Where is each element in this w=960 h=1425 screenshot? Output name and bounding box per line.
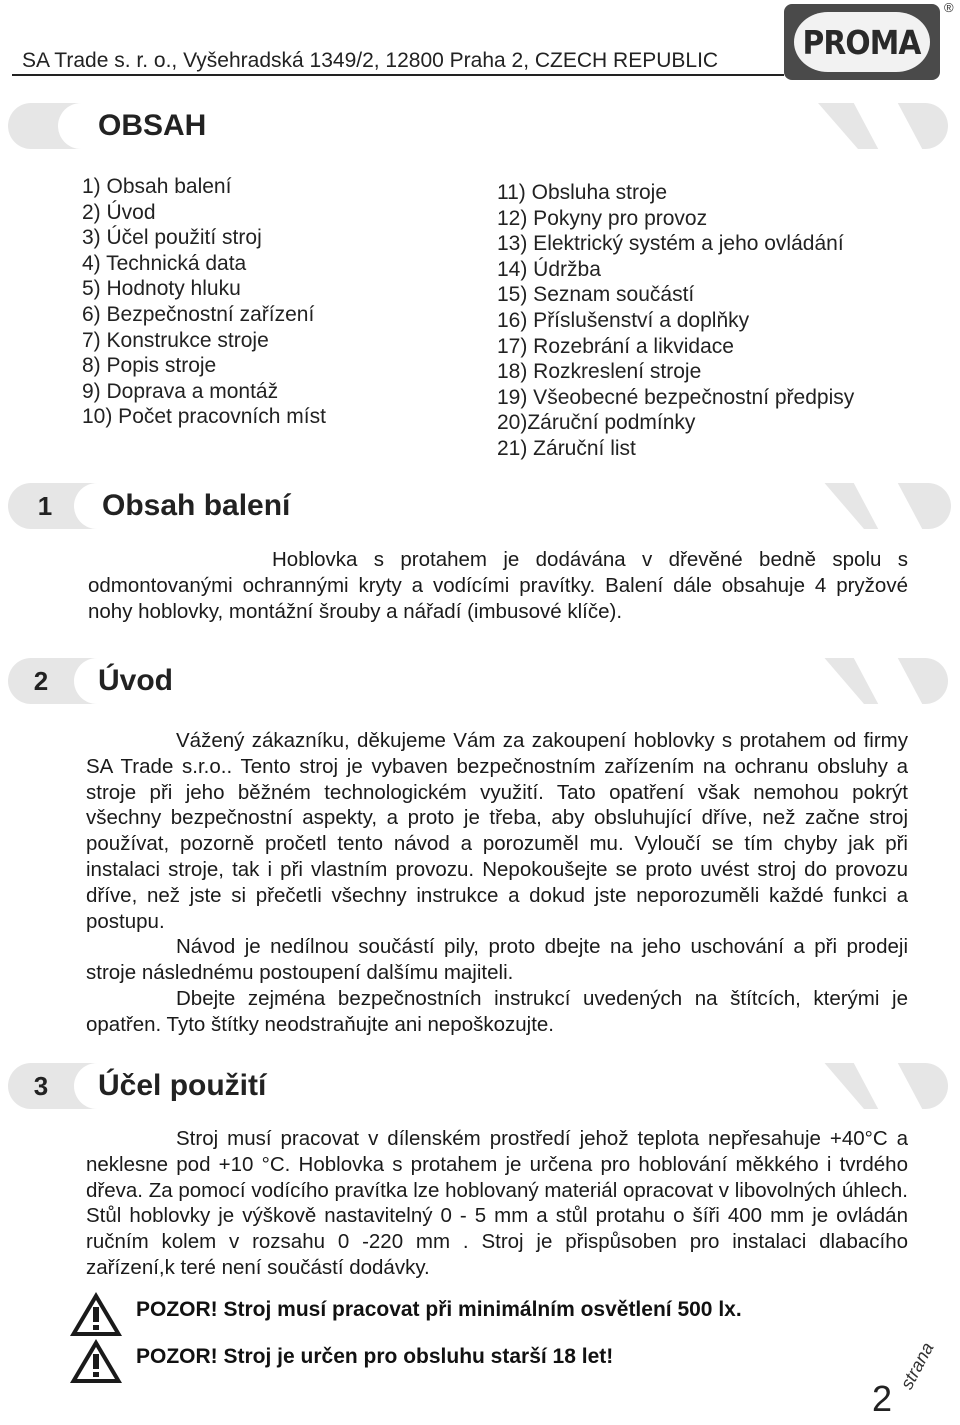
section-2-body: [86, 728, 908, 1038]
warning-triangle-icon: [68, 1290, 124, 1338]
toc-item: 20)Záruční podmínky: [497, 411, 696, 435]
toc-item: 8) Popis stroje: [82, 354, 217, 378]
warning-text: POZOR! Stroj je určen pro obsluhu starší 18 let!: [136, 1345, 614, 1368]
toc-item: 7) Konstrukce stroje: [82, 328, 269, 352]
toc-item: 9) Doprava a montáž: [82, 379, 279, 403]
warning-text: POZOR! Stroj musí pracovat při minimálním osvětlení 500 lx.: [136, 1298, 742, 1321]
toc-item: 21) Záruční list: [497, 436, 636, 460]
registered-mark: ®: [944, 0, 954, 15]
contents-title: OBSAH: [98, 109, 207, 142]
toc-item: 10) Počet pracovních míst: [82, 405, 326, 429]
section-number: 3: [33, 1071, 49, 1101]
toc-item: 14) Údržba: [497, 257, 601, 281]
section-number: 1: [37, 491, 53, 521]
section-3-header-bar: [8, 1063, 948, 1109]
section-title: Úvod: [98, 664, 173, 697]
paragraph: Návod je nedílnou součástí pily, proto dbejte na jeho uschování a při prodeji stroje následnému postoupení dalšímu majiteli.: [86, 935, 908, 985]
warning-age: [68, 1337, 828, 1385]
warning-triangle-icon: [68, 1337, 124, 1385]
toc-item: 12) Pokyny pro provoz: [497, 206, 708, 230]
section-1-header-bar: [8, 483, 951, 529]
paragraph: Vážený zákazníku, děkujeme Vám za zakoupení hoblovky s protahem od firmy SA Trade s.r.o.. Tento stroj je vybaven bezpečnostním zařízením na ochranu obsluhy a stroje při jeho běžném technologickém využití. Tato opatření však nemohou pokrýt všechny bezpečnostní aspekty, a proto je třeba, aby obsluhující dříve, než začne stroj používat, pozorně pročetl tento návod a porozuměl mu. Vyloučí se tím chyby jak při instalaci stroje, tak i při vlastním provozu. Nepokoušejte se proto uvést stroj do provozu dříve, než jste si přečetli všechny instrukce a dokud jste neporozuměli každé funkci a postupu.: [86, 729, 908, 933]
warning-lighting: [68, 1290, 828, 1338]
toc-item: 13) Elektrický systém a jeho ovládání: [497, 232, 844, 256]
section-title: Obsah balení: [102, 489, 291, 522]
toc-item: 11) Obsluha stroje: [497, 181, 668, 204]
toc-left-column: [82, 174, 326, 430]
toc-item: 3) Účel použití stroj: [82, 226, 262, 250]
toc-item: 19) Všeobecné bezpečnostní předpisy: [497, 385, 855, 409]
toc-item: 1) Obsah balení: [82, 175, 232, 198]
toc-item: 15) Seznam součástí: [497, 283, 695, 307]
section-3-body: [86, 1126, 908, 1281]
page-number: 2: [872, 1378, 893, 1419]
paragraph: Stroj musí pracovat v dílenském prostředí jehož teplota nepřesahuje +40°C a neklesne pod +10 °C. Hoblovka s protahem je určena pro hoblování měkkého i tvrdého dřeva. Za pomocí vodícího pravítka lze hoblovaný materiál opracovat v libovolných úhlech. Stůl hoblovky je výškově nastavitelný 0 - 5 mm a stůl protahu o šíři 400 mm je ovládán ručním kolem v rozsahu 0 -220 mm . Stroj je přispůsoben pro instalaci dlabacího zařízení,k teré není součástí dodávky.: [86, 1127, 908, 1279]
toc-item: 4) Technická data: [82, 251, 247, 275]
toc-item: 16) Příslušenství a doplňky: [497, 308, 750, 332]
page-label: strana: [896, 1338, 938, 1393]
toc-item: 18) Rozkreslení stroje: [497, 360, 702, 384]
paragraph: Dbejte zejména bezpečnostních instrukcí uvedených na štítcích, kterými je opatřen. Tyto štítky neodstraňujte ani nepoškozujte.: [86, 986, 908, 1036]
logo-text: PROMA: [803, 22, 921, 62]
toc-item: 5) Hodnoty hluku: [82, 277, 241, 301]
proma-logo: [784, 4, 940, 80]
section-1-body: [88, 547, 908, 624]
section-number: 2: [33, 666, 49, 696]
toc-item: 6) Bezpečnostní zařízení: [82, 302, 315, 326]
section-title: Účel použití: [98, 1069, 267, 1102]
paragraph: Hoblovka s protahem je dodávána v dřevěné bedně spolu s odmontovanými ochrannými kryty a vodícími pravítky. Balení dále obsahuje 4 pryžové nohy hoblovky, montážní šrouby a nářadí (imbusové klíče).: [88, 548, 908, 623]
contents-header-bar: [8, 103, 948, 149]
company-address: SA Trade s. r. o., Vyšehradská 1349/2, 12800 Praha 2, CZECH REPUBLIC: [12, 46, 784, 76]
toc-item: 2) Úvod: [82, 200, 156, 224]
toc-right-column: [497, 180, 854, 462]
toc-item: 17) Rozebrání a likvidace: [497, 334, 734, 358]
section-2-header-bar: [8, 658, 948, 704]
